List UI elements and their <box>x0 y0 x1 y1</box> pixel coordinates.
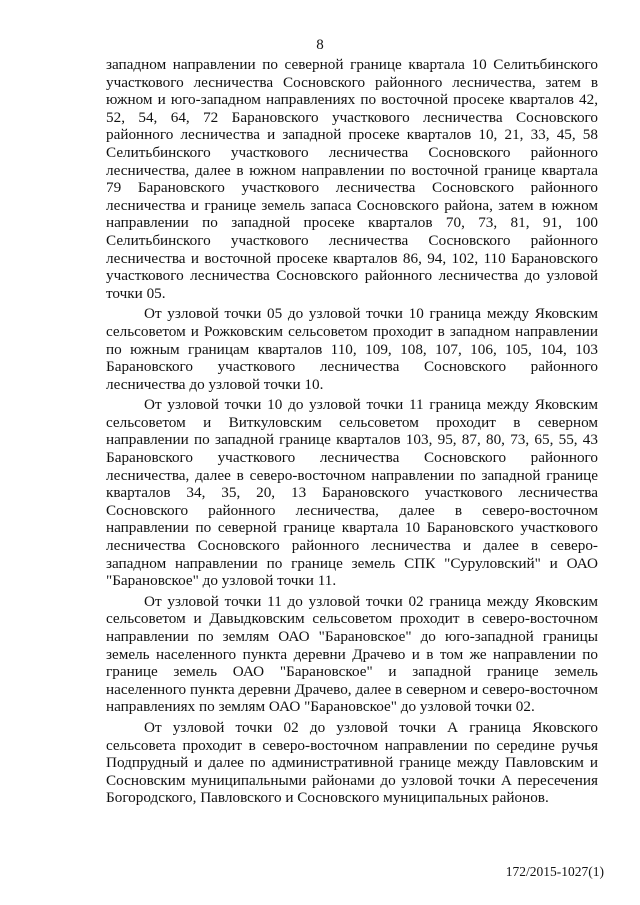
paragraph-point-02-to-a: От узловой точки 02 до узловой точки А граница Яковского сельсовета проходит в северо-восточном направлении по середине ручья Подпрудный и далее по административной границе между Павловским и Сосновским муниципальными районами до узловой точки А пересечения Богородского, Павловского и Сосновского муниципальных районов. <box>106 718 598 807</box>
paragraph-continuation: западном направлении по северной границе квартала 10 Селитьбинского участкового лесничества Сосновского районного лесничества, затем в южном и юго-западном направлениях по восточной просеке кварталов 42, 52, 54, 64, 72 Барановского участкового лесничества Сосновского районного лесничества и западной просеке кварталов 10, 21, 33, 45, 58 Селитьбинского участкового лесничества Сосновского районного лесничества, далее в южном направлении по восточной границе квартала 79 Барановского участкового лесничества Сосновского районного лесничества и границе земель запаса Сосновского района, затем в южном направлении по западной просеке кварталов 70, 73, 81, 91, 100 Селитьбинского участкового лесничества Сосновского районного лесничества и восточной просеке кварталов 86, 94, 102, 110 Барановского участкового лесничества Сосновского районного лесничества до узловой точки 05. <box>106 56 598 302</box>
paragraph-point-05-to-10: От узловой точки 05 до узловой точки 10 граница между Яковским сельсоветом и Рожковским сельсоветом проходит в западном направлении по южным границам кварталов 110, 109, 108, 107, 106, 105, 104, 103 Барановского участкового лесничества Сосновского районного лесничества до узловой точки 10. <box>106 305 598 393</box>
document-code: 172/2015-1027(1) <box>505 864 604 879</box>
page-number: 8 <box>316 37 324 53</box>
paragraph-point-11-to-02: От узловой точки 11 до узловой точки 02 граница между Яковским сельсоветом и Давыдковским сельсоветом проходит в северо-восточном направлении по землям ОАО "Барановское" до юго-западной границы земель населенного пункта деревни Драчево и в том же направлении по границе земель ОАО "Барановское" и западной границе земель населенного пункта деревни Драчево, далее в северном и северо-восточном направлениях по землям ОАО "Барановское" до узловой точки 02. <box>106 592 598 716</box>
document-body <box>106 56 598 807</box>
paragraph-point-10-to-11: От узловой точки 10 до узловой точки 11 граница между Яковским сельсоветом и Виткуловским сельсоветом проходит в северном направлении по западной границе кварталов 103, 95, 87, 80, 73, 65, 55, 43 Барановского участкового лесничества Сосновского районного лесничества, далее в северо-восточном направлении по западной границе кварталов 34, 35, 20, 13 Барановского участкового лесничества Сосновского районного лесничества, далее в северо-восточном направлении по северной границе квартала 10 Барановского участкового лесничества Сосновского районного лесничества и далее в северо-западном направлении по границе земель СПК "Суруловский" и ОАО "Барановское" до узловой точки 11. <box>106 396 598 590</box>
